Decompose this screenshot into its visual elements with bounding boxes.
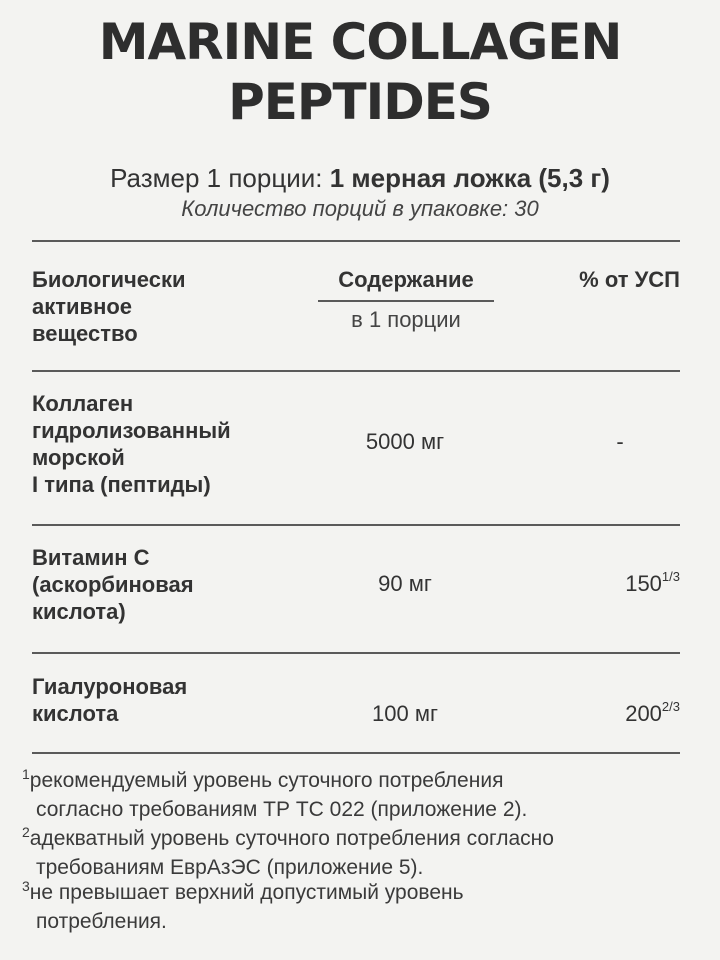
row-3-dv xyxy=(520,700,680,727)
row-3-dv-value: 200 xyxy=(625,701,662,726)
row-divider xyxy=(32,652,680,654)
row-2-dv-value: 150 xyxy=(625,571,662,596)
row-1-dv: - xyxy=(616,429,624,454)
row-1-name xyxy=(32,390,292,498)
row-1-name-line: гидролизованный xyxy=(32,418,231,443)
footnote-1 xyxy=(22,766,702,824)
row-2-name-line: кислота) xyxy=(32,599,126,624)
row-2-name-line: Витамин С xyxy=(32,545,150,570)
header-amount: Содержание xyxy=(318,266,494,302)
table-bottom-divider xyxy=(32,752,680,754)
row-2-name xyxy=(32,544,292,625)
serving-size-value: 1 мерная ложка (5,3 г) xyxy=(329,163,610,193)
title xyxy=(0,12,720,132)
row-1-amount: 5000 мг xyxy=(365,429,445,454)
footnote-1-line-2: согласно требованиям ТР ТС 022 (приложение 2). xyxy=(36,798,528,821)
header-substance-line: активное xyxy=(32,294,133,319)
row-divider xyxy=(32,370,680,372)
title-line-2: PEPTIDES xyxy=(228,73,492,131)
footnote-3 xyxy=(22,878,702,936)
header-substance-line: Биологически xyxy=(32,267,186,292)
footnote-3-mark: 3 xyxy=(22,878,30,894)
header-substance xyxy=(32,266,292,347)
row-1-name-line: Коллаген xyxy=(32,391,134,416)
title-line-1: MARINE COLLAGEN xyxy=(98,13,622,71)
row-3-name-line: Гиалуроновая xyxy=(32,674,188,699)
servings-count: Количество порций в упаковке: 30 xyxy=(181,196,539,221)
row-1-name-line: I типа (пептиды) xyxy=(32,472,211,497)
row-3-name-line: кислота xyxy=(32,701,119,726)
footnote-2-line-1: адекватный уровень суточного потребления согласно xyxy=(29,827,554,850)
row-divider xyxy=(32,524,680,526)
header-dv: % от УСП xyxy=(579,267,680,292)
header-substance-line: вещество xyxy=(32,321,138,346)
header-amount-sub: в 1 порции xyxy=(351,307,461,332)
row-2-name-line: (аскорбиновая xyxy=(32,572,194,597)
row-1-name-line: морской xyxy=(32,445,125,470)
footnote-3-line-1: не превышает верхний допустимый уровень xyxy=(29,881,464,904)
row-2-dv-note: 1/3 xyxy=(661,569,680,584)
footnote-2-mark: 2 xyxy=(22,824,30,840)
row-3-name xyxy=(32,673,292,727)
row-2-amount: 90 мг xyxy=(378,571,432,596)
serving-size-label: Размер 1 порции: xyxy=(110,163,330,193)
footnote-1-line-1: рекомендуемый уровень суточного потребления xyxy=(29,769,504,792)
footnote-2-line-2: требованиям ЕврАзЭС (приложение 5). xyxy=(36,856,424,879)
footnote-1-mark: 1 xyxy=(22,766,30,782)
row-2-dv xyxy=(520,570,680,597)
serving-size xyxy=(0,160,720,196)
table-top-divider xyxy=(32,240,680,242)
row-3-amount: 100 мг xyxy=(372,701,438,726)
footnote-3-line-2: потребления. xyxy=(36,910,167,933)
footnote-2 xyxy=(22,824,702,882)
row-3-dv-note: 2/3 xyxy=(661,699,680,714)
